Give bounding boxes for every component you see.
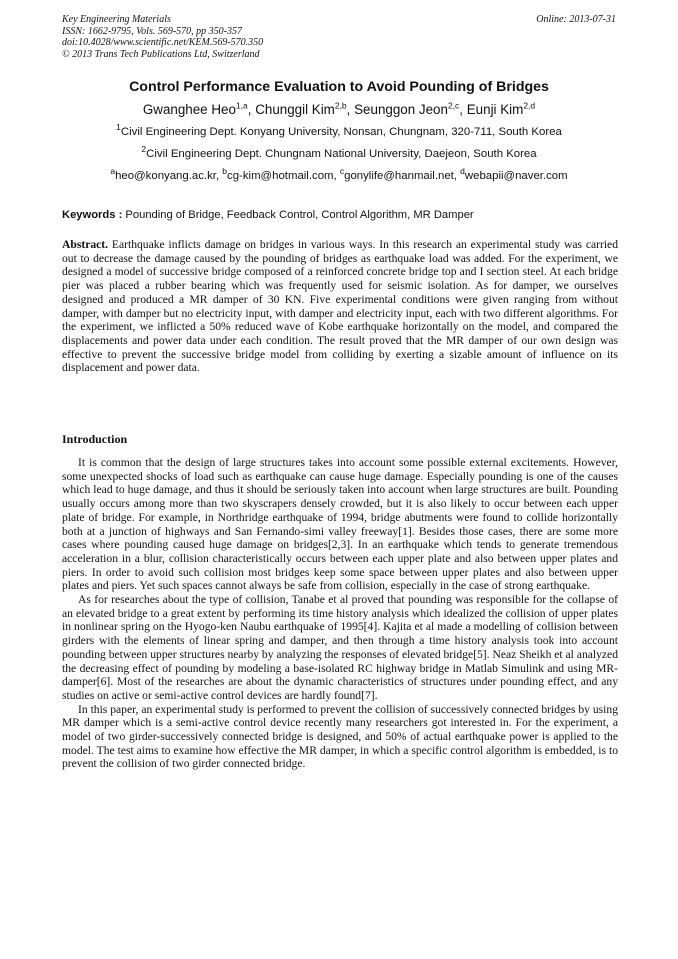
affiliation-superscript: 2 bbox=[141, 144, 147, 155]
author-superscript: 2,b bbox=[334, 100, 347, 111]
email-address: cg-kim@hotmail.com, bbox=[227, 170, 340, 182]
abstract-text: Earthquake inflicts damage on bridges in various ways. In this research an experimental study was carried out to decrease the damage caused by the pounding of bridges as earthquake load was added. For the experiment, we designed a model of successive bridge composed of a reinforced concrete bridge top and I section steel. At each bridge pier was placed a rubber bearing which was frequently used for seismic isolation. As for damper, we ourselves designed and produced a MR damper of 30 KN. Five experimental conditions were given ranging from without damper, with damper but no electricity input, with damper and electricity input, each with two different algorithms. For the experiment, we inflicted a 50% reduced wave of Kobe earthquake horizontally on the model, and compared the displacements and power data under each condition. The result proved that the MR damper of our own design was effective to prevent the successive bridge model from colliding by exerting a sizable amount of influence on its displacement and power data. bbox=[62, 238, 618, 375]
email-superscript: b bbox=[222, 166, 228, 177]
email-address: gonylife@hanmail.net, bbox=[344, 170, 461, 182]
author-superscript: 1,a bbox=[235, 100, 248, 111]
paper-title: Control Performance Evaluation to Avoid Pounding of Bridges bbox=[129, 79, 549, 95]
email-superscript: a bbox=[110, 166, 116, 177]
paragraph: As for researches about the type of collision, Tanabe et al proved that pounding was responsible for the collapse of an elevated bridge to a great extent by performing its time history analysis which idealized the collision of upper plates in nonlinear spring on the Hyogo-ken Naubu earthquake of 1995[4]. Kajita et al made a modelling of collision between girders with the elements of linear spring and damper, and then through a time history analysis took into account pounding between upper structures nearby by analyzing the responses of elevated bridge[5]. Neaz Sheikh et al analyzed the decreasing effect of pounding by modeling a base-isolated RC highway bridge in Matlab Simulink and using MR-damper[6]. Most of the researches are about the dynamic characteristics of structures under pounding effect, and any studies on active or semi-active control devices are hardly found[7]. bbox=[62, 593, 618, 702]
author-name: Seunggon Jeon bbox=[354, 102, 448, 117]
author-separator: , bbox=[459, 102, 467, 117]
author-name: Eunji Kim bbox=[466, 102, 524, 117]
running-header bbox=[62, 14, 616, 60]
author-name: Gwanghee Heo bbox=[142, 102, 236, 117]
doi-line: doi:10.4028/www.scientific.net/KEM.569-570.350 bbox=[62, 37, 264, 48]
affiliation-1 bbox=[40, 122, 638, 139]
copyright-line: © 2013 Trans Tech Publications Ltd, Switzerland bbox=[62, 48, 260, 60]
journal-info bbox=[62, 14, 263, 60]
affiliation-text: Civil Engineering Dept. Chungnam National University, Daejeon, South Korea bbox=[146, 148, 537, 160]
keywords-text: Pounding of Bridge, Feedback Control, Control Algorithm, MR Damper bbox=[122, 209, 474, 221]
affiliation-superscript: 1 bbox=[116, 122, 121, 133]
journal-name: Key Engineering Materials bbox=[62, 14, 171, 25]
email-superscript: d bbox=[460, 166, 465, 177]
email-superscript: c bbox=[339, 166, 345, 177]
author-superscript: 2,c bbox=[447, 100, 460, 111]
paragraph: It is common that the design of large structures takes into account some possible external excitements. However, some unexpected shocks of load such as earthquake can cause huge damage. Especially pounding is one of the causes which lead to huge damage, and thus it should be seriously taken into account when large structures are built. Pounding usually occurs among more than two skyscrapers densely crowded, but it is also likely to occur between each upper plate of bridge. For example, in Northridge earthquake of 1994, bridge abutments were found to collide horizontally both at a junction of highways and San Fernando-simi valley freeway[1]. Besides those cases, there are some more cases where pounding caused huge damage on bridges[2,3]. In an earthquake which tends to generate tremendous acceleration in a blur, collision characteristically occurs between each upper plate and also between upper plates and piers. In order to avoid such collision most bridges keep some space between upper plates and also between upper plates and piers. Yet such spaces cannot always be safe from collision, especially in the case of strong earthquake. bbox=[62, 456, 618, 593]
affiliation-2 bbox=[40, 144, 638, 161]
author-name: Chunggil Kim bbox=[255, 102, 335, 117]
abstract-label: Abstract. bbox=[62, 238, 109, 251]
email-address: webapii@naver.com bbox=[464, 170, 568, 182]
abstract bbox=[62, 238, 618, 375]
author-separator: , bbox=[247, 102, 256, 117]
introduction-body bbox=[62, 456, 618, 771]
issn-line: ISSN: 1662-9795, Vols. 569-570, pp 350-357 bbox=[62, 25, 242, 37]
author-separator: , bbox=[346, 102, 355, 117]
keywords bbox=[62, 208, 618, 222]
email-list bbox=[40, 166, 638, 183]
email-address: heo@konyang.ac.kr, bbox=[115, 170, 223, 182]
title-block bbox=[40, 78, 638, 183]
online-date: Online: 2013-07-31 bbox=[536, 14, 616, 25]
section-heading-introduction: Introduction bbox=[62, 432, 128, 446]
keywords-label: Keywords : bbox=[62, 209, 123, 221]
author-superscript: 2,d bbox=[523, 100, 536, 111]
paragraph: In this paper, an experimental study is performed to prevent the collision of successively connected bridges by using MR damper which is a semi-active control device recently many researchers got interested in. For the experiment, a model of two girder-successively connected bridge is designed, and 50% of actual earthquake power is applied to the model. The test aims to examine how effective the MR damper, in which a specific control algorithm is embedded, is to prevent the collision of two girder connected bridge. bbox=[62, 702, 618, 771]
affiliation-text: Civil Engineering Dept. Konyang University, Nonsan, Chungnam, 320-711, South Korea bbox=[120, 126, 562, 138]
author-list bbox=[40, 101, 638, 119]
